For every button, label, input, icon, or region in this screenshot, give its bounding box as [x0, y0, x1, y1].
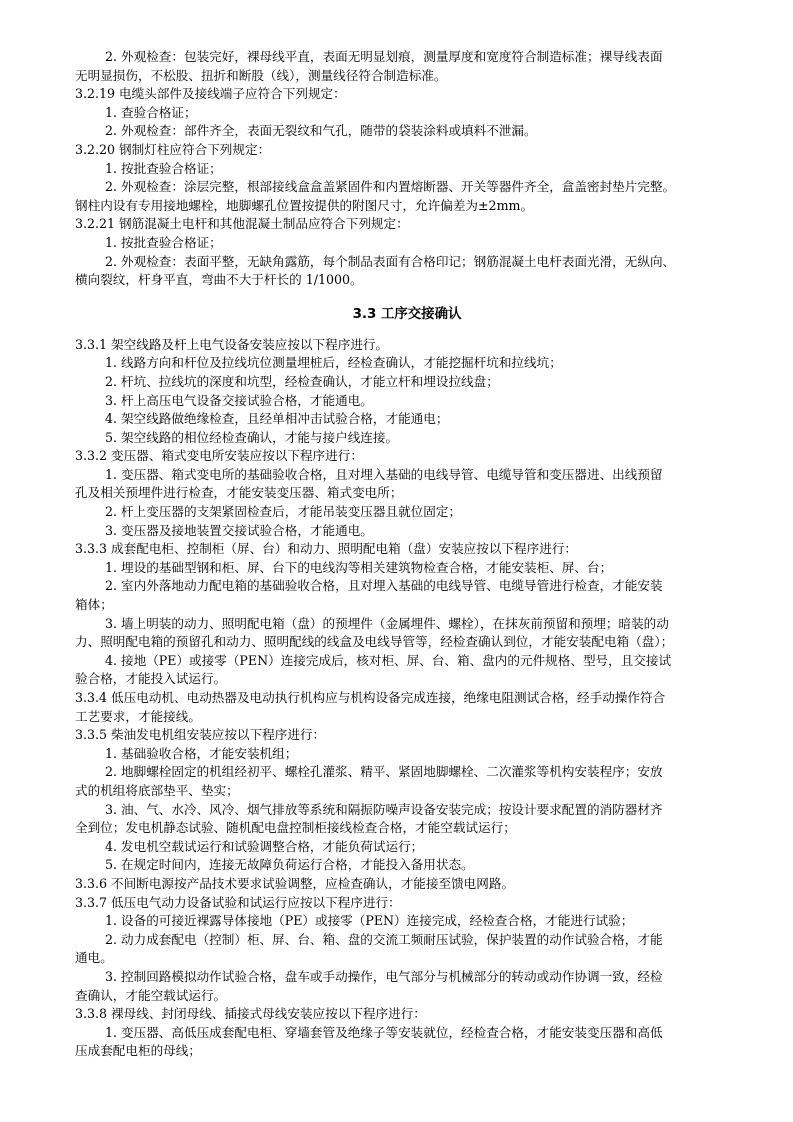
text-line: 压成套配电柜的母线；: [75, 1043, 201, 1059]
text-line: 4. 架空线路做绝缘检查，且经单相冲击试验合格，才能通电；: [105, 411, 449, 427]
text-line: 2. 地脚螺栓固定的机组经初平、螺栓孔灌浆、精平、紧固地脚螺栓、二次灌浆等机构安装程序；安放: [105, 764, 663, 780]
text-line: 2. 杆上变压器的支架紧固检查后，才能吊装变压器且就位固定；: [105, 504, 462, 520]
text-line: 孔及相关预埋件进行检查，才能安装变压器、箱式变电所；: [75, 485, 403, 501]
clause-heading: 3.3.8 裸母线、封闭母线、插接式母线安装应按以下程序进行：: [75, 1006, 426, 1022]
text-line: 横向裂纹，杆身平直，弯曲不大于杆长的 1/1000。: [75, 272, 363, 288]
text-line: 2. 外观检查：包装完好，裸母线平直，表面无明显划痕，测量厚度和宽度符合制造标准；裸导线表面: [105, 49, 663, 64]
text-line: 4. 发电机空载试运行和试验调整合格，才能负荷试运行；: [105, 838, 424, 854]
text-line: 式的机组将底部垫平、垫实；: [75, 782, 239, 798]
section-title: 3.3 工序交接确认: [352, 306, 462, 322]
text-line: 工艺要求，才能接线。: [75, 708, 201, 724]
text-line: 3. 杆上高压电气设备交接试验合格，才能通电。: [105, 392, 373, 408]
text-line: 2. 动力成套配电（控制）柜、屏、台、箱、盘的交流工频耐压试验，保护装置的动作试验合格，才能: [105, 931, 663, 947]
text-line: 3. 变压器及接地装置交接试验合格，才能通电。: [105, 522, 373, 538]
text-line: 1. 按批查验合格证；: [105, 160, 222, 176]
text-line: 1. 基础验收合格，才能安装机组；: [105, 745, 298, 761]
text-line: 力、照明配电箱的预留孔和动力、照明配线的线盒及电线导管等，经检查确认到位，才能安装配电箱（盘）；: [75, 634, 674, 650]
clause-heading: 3.3.6 不间断电源按产品技术要求试验调整，应检查确认，才能接至馈电网路。: [75, 875, 515, 891]
text-line: 通电。: [75, 950, 113, 966]
text-line: 3. 油、气、水冷、风冷、烟气排放等系统和隔振防噪声设备安装完成；按设计要求配置的消防器材齐: [105, 801, 663, 817]
text-line: 5. 架空线路的相位经检查确认，才能与接户线连接。: [105, 429, 399, 445]
clause-heading: 3.3.2 变压器、箱式变电所安装应按以下程序进行：: [75, 448, 363, 464]
text-line: 1. 埋设的基础型钢和柜、屏、台下的电线沟等相关建筑物检查合格，才能安装柜、屏、台；: [105, 559, 613, 575]
text-line: 1. 变压器、高低压成套配电柜、穿墙套管及绝缘子等安装就位，经检查合格，才能安装变压器和高低: [105, 1024, 663, 1040]
text-line: 无明显损伤，不松股、扭折和断股（线），测量线径符合制造标准。: [75, 67, 447, 83]
text-line: 验合格，才能投入试运行。: [75, 671, 227, 687]
text-line: 查确认，才能空载试运行。: [75, 987, 227, 1003]
clause-heading: 3.3.1 架空线路及杆上电气设备安装应按以下程序进行。: [75, 336, 389, 352]
text-line: 1. 变压器、箱式变电所的基础验收合格，且对埋入基础的电线导管、电缆导管和变压器进、出线预留: [105, 466, 663, 482]
clause-heading: 3.3.4 低压电动机、电动热器及电动执行机构应与机构设备完成连接，绝缘电阻测试合格，经手动操作符合: [75, 690, 666, 705]
clause-heading: 3.2.19 电缆头部件及接线端子应符合下列规定：: [75, 86, 346, 102]
text-line: 2. 室内外落地动力配电箱的基础验收合格，且对埋入基础的电线导管、电缆导管进行检查，才能安装: [105, 578, 663, 594]
text-line: 箱体；: [75, 597, 113, 613]
text-line: 2. 外观检查：表面平整，无缺角露筋，每个制品表面有合格印记；钢筋混凝土电杆表面光滑，无纵向、: [105, 253, 676, 269]
clause-heading: 3.3.7 低压电气动力设备试验和试运行应按以下程序进行：: [75, 894, 401, 910]
text-line: 1. 线路方向和杆位及拉线坑位测量埋桩后，经检查确认，才能挖掘杆坑和拉线坑；: [105, 355, 562, 371]
text-line: 3. 墙上明装的动力、照明配电箱（盘）的预埋件（金属埋件、螺栓），在抹灰前预留和预埋；暗装的动: [105, 615, 669, 631]
text-line: 1. 按批查验合格证；: [105, 234, 222, 250]
text-line: 3. 控制回路模拟动作试验合格，盘车或手动操作，电气部分与机械部分的转动或动作协调一致，经检: [105, 968, 663, 984]
clause-heading: 3.3.3 成套配电柜、控制柜（屏、台）和动力、照明配电箱（盘）安装应按以下程序进行：: [75, 541, 578, 557]
text-line: 1. 查验合格证；: [105, 104, 197, 120]
clause-heading: 3.3.5 柴油发电机组安装应按以下程序进行：: [75, 727, 326, 743]
text-line: 4. 接地（PE）或接零（PEN）连接完成后，核对柜、屏、台、箱、盘内的元件规格、型号，且交接试: [105, 652, 672, 668]
clause-heading: 3.2.21 钢筋混凝土电杆和其他混凝土制品应符合下列规定：: [75, 216, 409, 232]
document-body: [75, 48, 739, 1061]
text-line: 2. 杆坑、拉线坑的深度和坑型，经检查确认，才能立杆和埋设拉线盘；: [105, 373, 499, 389]
text-line: 1. 设备的可接近裸露导体接地（PE）或接零（PEN）连接完成，经检查合格，才能进行试验；: [105, 913, 634, 929]
text-line: 全到位；发电机静态试验、随机配电盘控制柜接线检查合格，才能空载试运行；: [75, 820, 516, 836]
clause-heading: 3.2.20 钢制灯柱应符合下列规定：: [75, 141, 271, 157]
text-line: 2. 外观检查：部件齐全，表面无裂纹和气孔，随带的袋装涂料或填料不泄漏。: [105, 123, 537, 139]
text-line: 2. 外观检查：涂层完整，根部接线盒盒盖紧固件和内置熔断器、开关等器件齐全，盒盖密封垫片完整。: [105, 179, 676, 195]
text-line: 钢柱内设有专用接地螺栓，地脚螺孔位置按提供的附图尺寸，允许偏差为±2mm。: [75, 197, 534, 213]
text-line: 5. 在规定时间内，连接无故障负荷运行合格，才能投入备用状态。: [105, 857, 474, 873]
